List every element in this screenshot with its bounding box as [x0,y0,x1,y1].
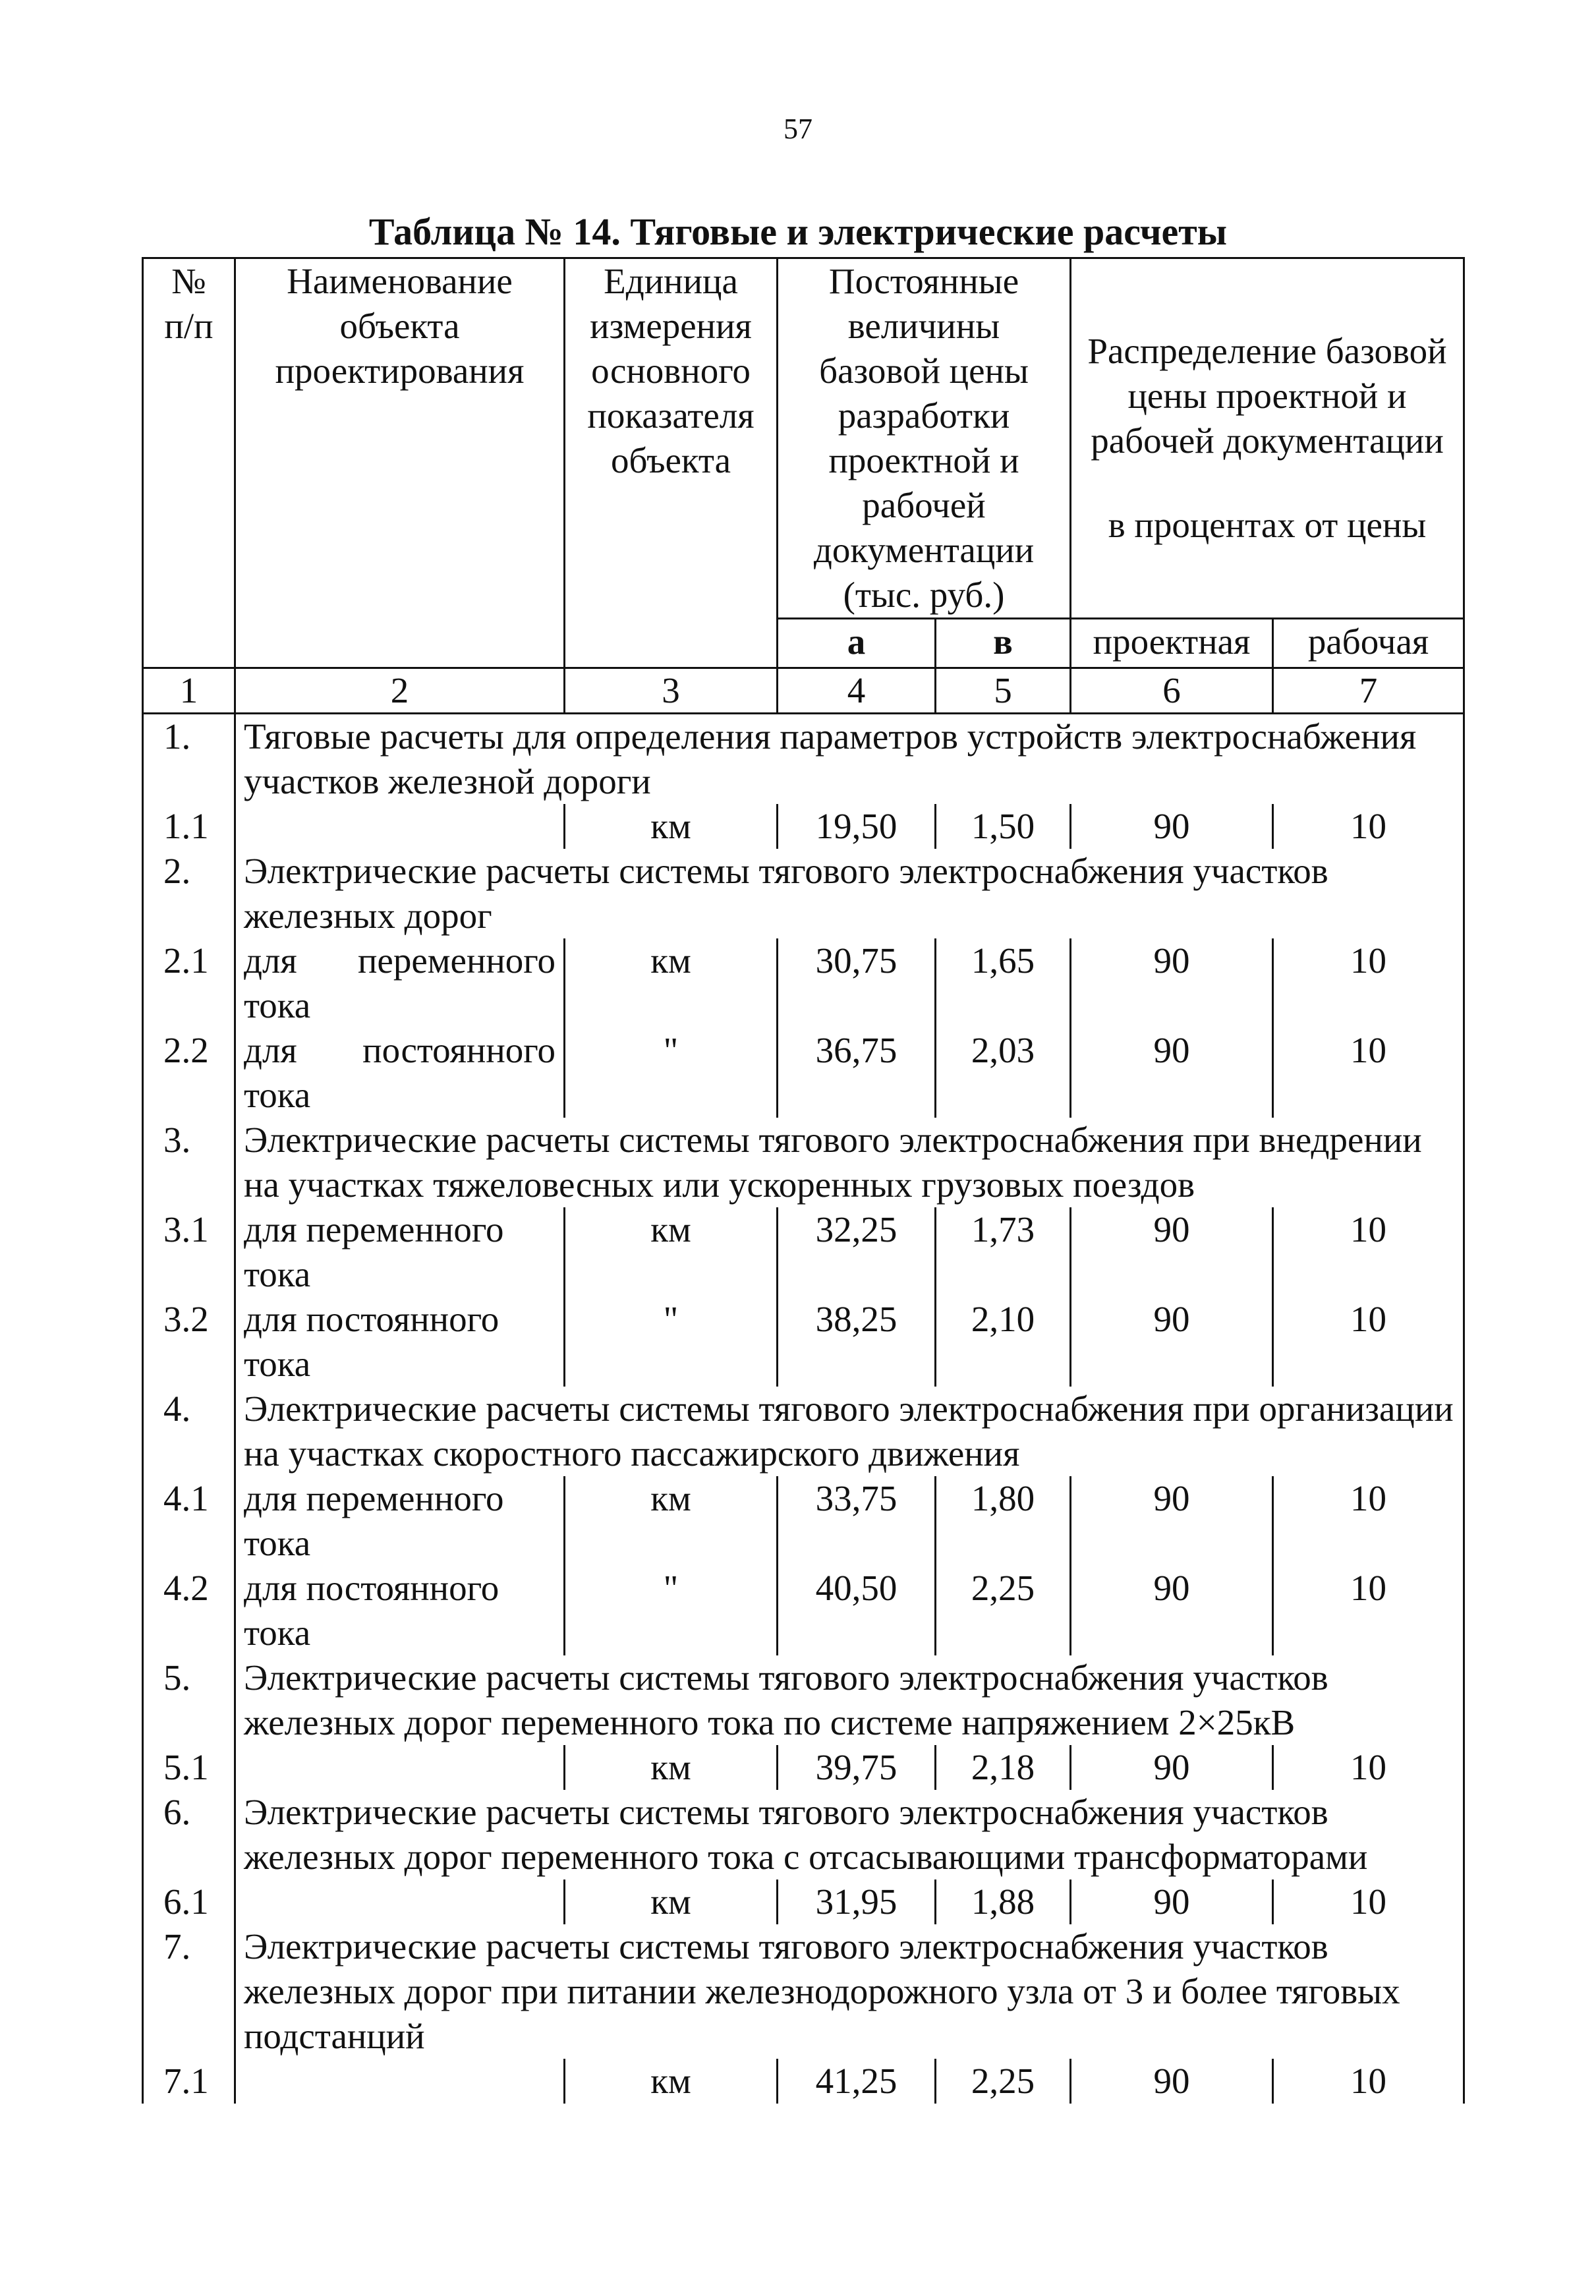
header-sub-working: рабочая [1273,619,1464,668]
value-a-cell: 41,25 [778,2059,936,2104]
value-a-cell: 31,95 [778,1880,936,1924]
section-title: Электрические расчеты системы тягового электроснабжения участков железных дорог переменного тока с отсасывающими трансформаторами [235,1790,1464,1880]
col-number: 7 [1273,668,1464,714]
value-b-cell: 1,88 [936,1880,1071,1924]
working-percent-cell: 10 [1273,804,1464,849]
calc-table [142,257,1465,2104]
value-a-cell: 38,25 [778,1297,936,1387]
item-name: для постоянного тока [235,1566,565,1655]
project-percent-cell: 90 [1071,1476,1273,1566]
item-row [143,804,1464,849]
value-a-cell: 36,75 [778,1028,936,1118]
row-number: 3. [143,1118,235,1207]
section-row [143,1387,1464,1476]
value-a-cell: 19,50 [778,804,936,849]
value-b-cell: 2,10 [936,1297,1071,1387]
section-title: Электрические расчеты системы тягового электроснабжения при внедрении на участках тяжеловесных или ускоренных грузовых поездов [235,1118,1464,1207]
item-name [235,1880,565,1924]
row-number: 7.1 [143,2059,235,2104]
project-percent-cell: 90 [1071,2059,1273,2104]
header-num: № п/п [143,258,235,668]
row-number: 3.2 [143,1297,235,1387]
unit-cell: км [565,1880,778,1924]
row-number: 6.1 [143,1880,235,1924]
section-row [143,1655,1464,1745]
column-number-row [143,668,1464,714]
header-sub-a: а [778,619,936,668]
project-percent-cell: 90 [1071,1745,1273,1790]
value-b-cell: 1,50 [936,804,1071,849]
item-row [143,1566,1464,1655]
row-number: 6. [143,1790,235,1880]
row-number: 1. [143,714,235,805]
header-sub-b: в [936,619,1071,668]
row-number: 4.1 [143,1476,235,1566]
item-row [143,1297,1464,1387]
section-title: Электрические расчеты системы тягового электроснабжения участков железных дорог при питании железнодорожного узла от 3 и более тяговых подстанций [235,1924,1464,2059]
item-row [143,1207,1464,1297]
section-title: Электрические расчеты системы тягового электроснабжения при организации на участках скоростного пассажирского движения [235,1387,1464,1476]
unit-cell: км [565,1207,778,1297]
header-sub-project: проектная [1071,619,1273,668]
row-number: 5. [143,1655,235,1745]
row-number: 3.1 [143,1207,235,1297]
item-name: для переменного тока [235,938,565,1028]
header-unit: Единица измерения основного показателя объекта [565,258,778,668]
value-b-cell: 2,25 [936,2059,1071,2104]
working-percent-cell: 10 [1273,938,1464,1028]
unit-cell: км [565,1745,778,1790]
project-percent-cell: 90 [1071,1297,1273,1387]
item-name: для постоянного тока [235,1297,565,1387]
item-name: для постоянного тока [235,1028,565,1118]
item-row [143,1476,1464,1566]
project-percent-cell: 90 [1071,1880,1273,1924]
section-row [143,1118,1464,1207]
value-b-cell: 2,03 [936,1028,1071,1118]
item-row [143,1745,1464,1790]
section-row [143,1790,1464,1880]
item-name [235,2059,565,2104]
project-percent-cell: 90 [1071,1028,1273,1118]
working-percent-cell: 10 [1273,1566,1464,1655]
unit-cell: км [565,2059,778,2104]
unit-cell: " [565,1297,778,1387]
row-number: 2.2 [143,1028,235,1118]
header-distribution [1071,258,1464,619]
item-row [143,938,1464,1028]
header-distribution-sub: в процентах от цены [1108,505,1427,545]
section-title: Электрические расчеты системы тягового электроснабжения участков железных дорог [235,849,1464,938]
working-percent-cell: 10 [1273,1207,1464,1297]
working-percent-cell: 10 [1273,1476,1464,1566]
col-number: 3 [565,668,778,714]
col-number: 5 [936,668,1071,714]
working-percent-cell: 10 [1273,2059,1464,2104]
unit-cell: км [565,938,778,1028]
item-row [143,2059,1464,2104]
header-distribution-title: Распределение базовой цены проектной и рабочей документации [1087,331,1447,461]
header-constants: Постоянные величины базовой цены разработки проектной и рабочей документации (тыс. руб.) [778,258,1071,619]
section-title: Электрические расчеты системы тягового электроснабжения участков железных дорог переменного тока по системе напряжением 2×25кВ [235,1655,1464,1745]
item-row [143,1028,1464,1118]
item-name: для переменного тока [235,1207,565,1297]
value-a-cell: 39,75 [778,1745,936,1790]
section-row [143,849,1464,938]
working-percent-cell: 10 [1273,1745,1464,1790]
unit-cell: " [565,1028,778,1118]
col-number: 6 [1071,668,1273,714]
header-name: Наименование объекта проектирования [235,258,565,668]
value-b-cell: 2,25 [936,1566,1071,1655]
item-name: для переменного тока [235,1476,565,1566]
row-number: 1.1 [143,804,235,849]
page-number: 57 [784,113,812,145]
row-number: 4.2 [143,1566,235,1655]
row-number: 2.1 [143,938,235,1028]
row-number: 4. [143,1387,235,1476]
section-row [143,1924,1464,2059]
row-number: 5.1 [143,1745,235,1790]
section-row [143,714,1464,805]
table-body [143,714,1464,2104]
working-percent-cell: 10 [1273,1297,1464,1387]
item-name [235,804,565,849]
value-a-cell: 40,50 [778,1566,936,1655]
value-a-cell: 32,25 [778,1207,936,1297]
row-number: 7. [143,1924,235,2059]
value-a-cell: 30,75 [778,938,936,1028]
col-number: 1 [143,668,235,714]
project-percent-cell: 90 [1071,804,1273,849]
unit-cell: " [565,1566,778,1655]
project-percent-cell: 90 [1071,938,1273,1028]
value-b-cell: 1,65 [936,938,1071,1028]
unit-cell: км [565,1476,778,1566]
item-row [143,1880,1464,1924]
value-a-cell: 33,75 [778,1476,936,1566]
unit-cell: км [565,804,778,849]
value-b-cell: 1,80 [936,1476,1071,1566]
table-title: Таблица № 14. Тяговые и электрические расчеты [368,210,1228,253]
value-b-cell: 2,18 [936,1745,1071,1790]
working-percent-cell: 10 [1273,1028,1464,1118]
value-b-cell: 1,73 [936,1207,1071,1297]
row-number: 2. [143,849,235,938]
project-percent-cell: 90 [1071,1207,1273,1297]
col-number: 2 [235,668,565,714]
item-name [235,1745,565,1790]
col-number: 4 [778,668,936,714]
section-title: Тяговые расчеты для определения параметров устройств электроснабжения участков железной дороги [235,714,1464,805]
project-percent-cell: 90 [1071,1566,1273,1655]
working-percent-cell: 10 [1273,1880,1464,1924]
